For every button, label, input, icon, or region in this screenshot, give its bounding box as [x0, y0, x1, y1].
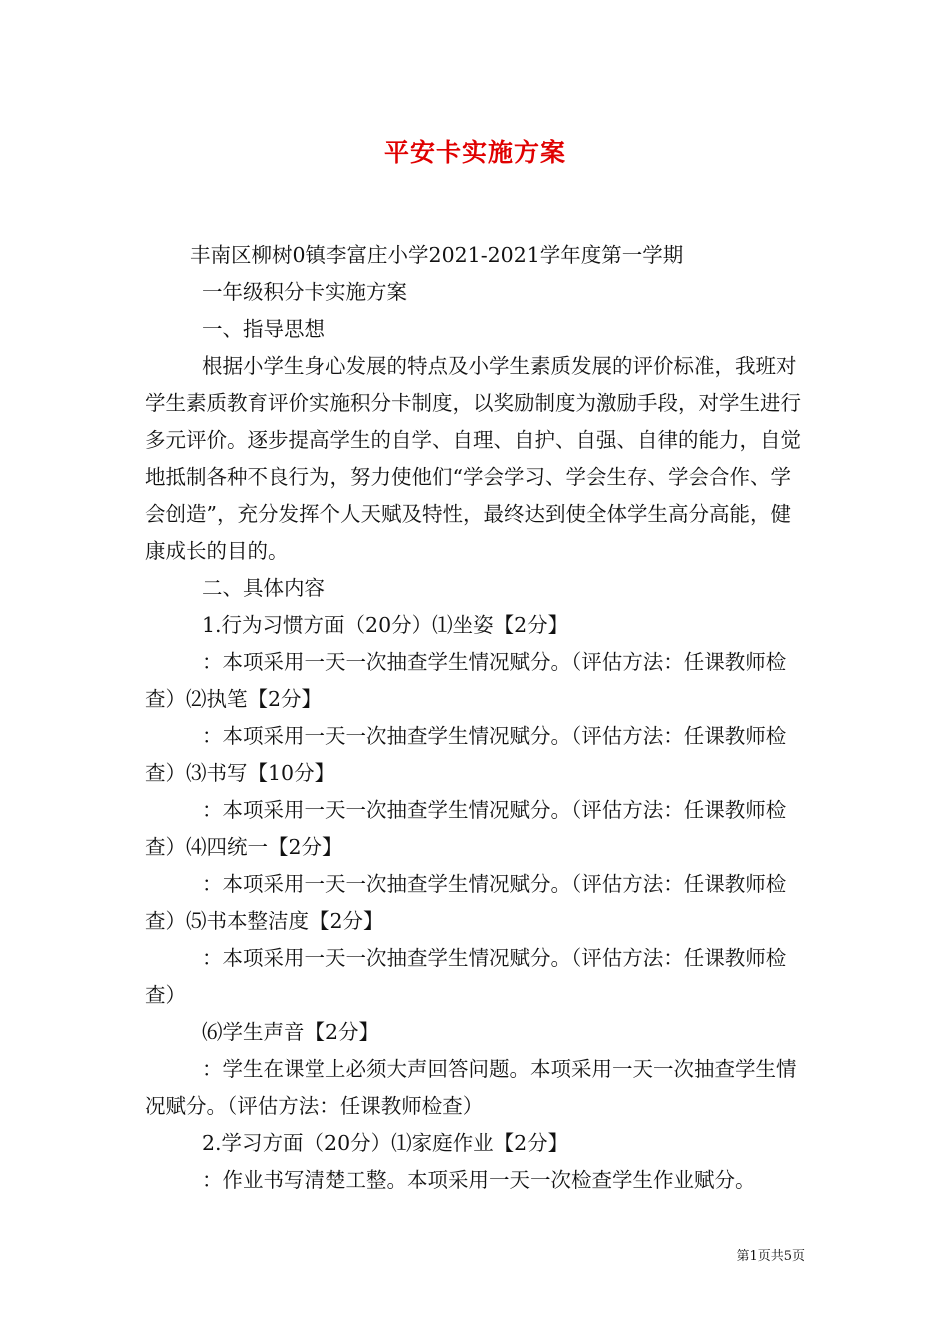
page-footer: 第1页共5页: [736, 1249, 805, 1264]
heading-guiding-ideas: 一、指导思想: [202, 317, 325, 341]
document-body: [145, 237, 810, 1199]
item-detail-1: ：本项采用一天一次抽查学生情况赋分。（评估方法：任课教师检查）⑵执笔【2分】: [145, 650, 787, 711]
item-behavior: 1.行为习惯方面（20分）⑴坐姿【2分】: [202, 613, 569, 637]
item-detail-3: ：本项采用一天一次抽查学生情况赋分。（评估方法：任课教师检查）⑷四统一【2分】: [145, 798, 787, 859]
item-detail-5: ：本项采用一天一次抽查学生情况赋分。（评估方法：任课教师检查）: [145, 946, 787, 1007]
paragraph-guiding-ideas: 根据小学生身心发展的特点及小学生素质发展的评价标准，我班对学生素质教育评价实施积分卡制度，以奖励制度为激励手段，对学生进行多元评价。逐步提高学生的自学、自理、自护、自强、自律的能力，自觉地抵制各种不良行为，努力使他们“学会学习、学会生存、学会合作、学会创造”，充分发挥个人天赋及特性，最终达到使全体学生高分高能，健康成长的目的。: [145, 354, 801, 563]
item-detail-7: ：作业书写清楚工整。本项采用一天一次检查学生作业赋分。: [202, 1168, 756, 1192]
heading-content: 二、具体内容: [202, 576, 325, 600]
item-voice: ⑹学生声音【2分】: [202, 1020, 380, 1044]
document-title: 平安卡实施方案: [383, 138, 566, 167]
item-detail-4: ：本项采用一天一次抽查学生情况赋分。（评估方法：任课教师检查）⑸书本整洁度【2分】: [145, 872, 787, 933]
item-study: 2.学习方面（20分）⑴家庭作业【2分】: [202, 1131, 569, 1155]
subtitle-line: 一年级积分卡实施方案: [202, 280, 407, 304]
school-line: 丰南区柳树0镇李富庄小学2021-2021学年度第一学期: [190, 243, 684, 267]
item-detail-2: ：本项采用一天一次抽查学生情况赋分。（评估方法：任课教师检查）⑶书写【10分】: [145, 724, 787, 785]
item-detail-6: ：学生在课堂上必须大声回答问题。本项采用一天一次抽查学生情况赋分。（评估方法：任课教师检查）: [145, 1057, 797, 1118]
